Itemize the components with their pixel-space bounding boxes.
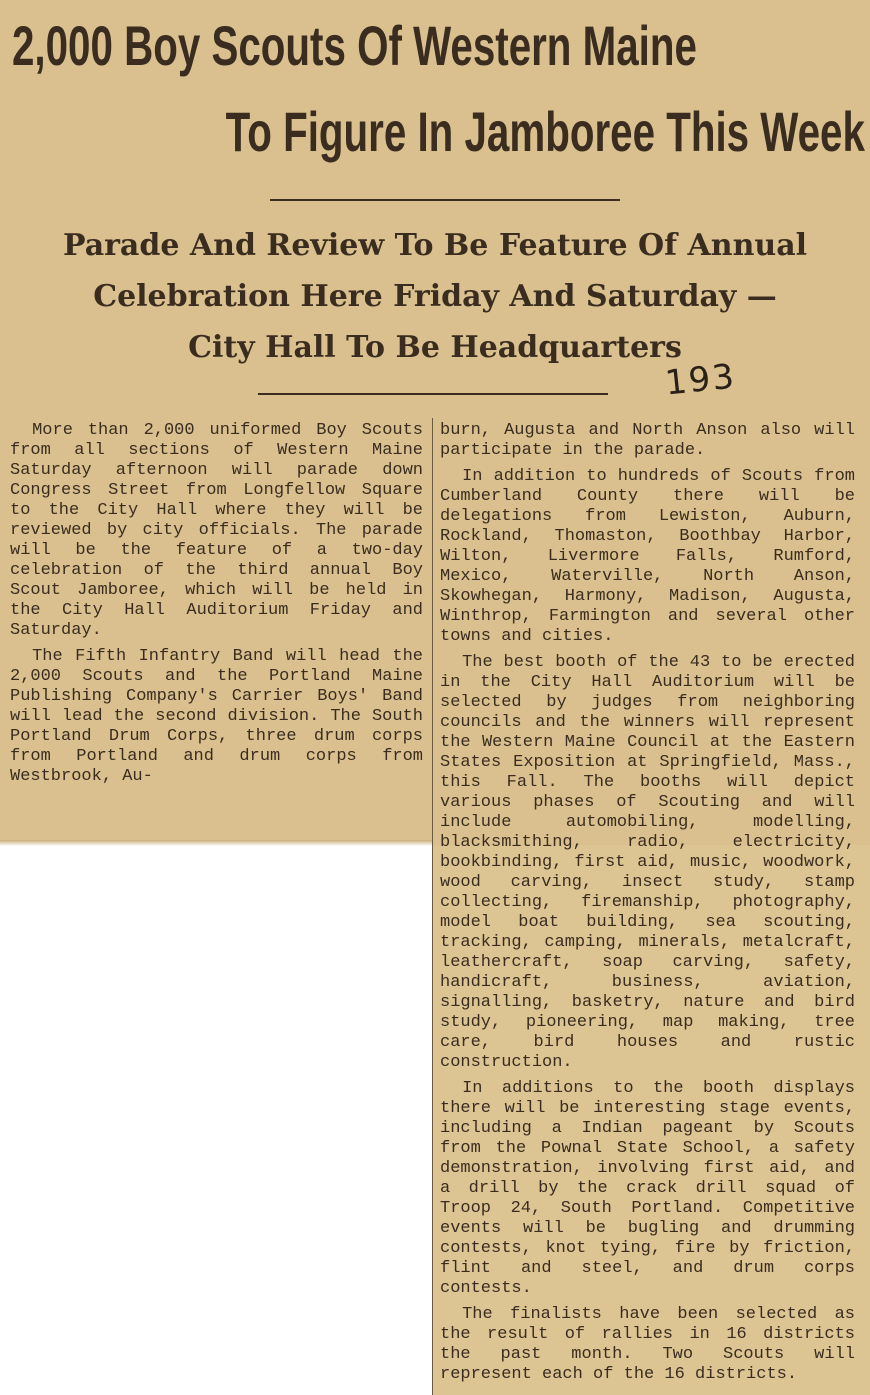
paragraph: The best booth of the 43 to be erected in the City Hall Auditorium will be selected by judges from neighboring councils and the winners will represent the Western Maine Council at the Eastern States Exposition at Springfield, Mass., this Fall. The booths will depict various phases of Scouting and will include automobiling, modelling, blacksmithing, radio, electricity, bookbinding, first aid, music, woodwork, wood carving, insect study, stamp collecting, firemanship, photography, model boat building, sea scouting, tracking, camping, minerals, metalcraft, leathercraft, soap carving, safety, handicraft, business, aviation, signalling, basketry, nature and bird study, pioneering, map making, tree care, bird houses and rustic construction. xyxy=(440,653,855,1072)
headline-rule xyxy=(270,199,620,201)
headline-line-2: To Figure In Jamboree This Week xyxy=(225,100,865,163)
handwritten-year-note: 193 xyxy=(663,356,738,404)
paragraph: In additions to the booth displays there will be interesting stage events, including a Indian pageant by Scouts from the Pownal State School, a safety demonstration, involving first aid, and a drill by the crack drill squad of Troop 24, South Portland. Competitive events will be bugling and drumming contests, knot tying, fire by friction, flint and steel, and drum corps contests. xyxy=(440,1079,855,1298)
paragraph: In addition to hundreds of Scouts from Cumberland County there will be delegations from Lewiston, Auburn, Rockland, Thomaston, Boothbay Harbor, Wilton, Livermore Falls, Rumford, Mexico, Waterville, North Anson, Skowhegan, Harmony, Madison, Augusta, Winthrop, Farmington and several other towns and cities. xyxy=(440,467,855,646)
paragraph: The Fifth Infantry Band will head the 2,000 Scouts and the Portland Maine Publishing Company's Carrier Boys' Band will lead the second division. The South Portland Drum Corps, three drum corps from Portland and drum corps from Westbrook, Au- xyxy=(10,647,423,786)
deck-rule xyxy=(258,393,608,395)
paragraph: The finalists have been selected as the result of rallies in 16 districts the past month. Two Scouts will represent each of the 16 districts. xyxy=(440,1305,855,1384)
headline-line-1: 2,000 Boy Scouts Of Western Maine xyxy=(12,14,697,77)
paragraph: More than 2,000 uniformed Boy Scouts from all sections of Western Maine Saturday afternoon will parade down Congress Street from Longfellow Square to the City Hall where they will be reviewed by city officials. The parade will be the feature of a two-day celebration of the third annual Boy Scout Jamboree, which will be held in the City Hall Auditorium Friday and Saturday. xyxy=(10,421,423,640)
torn-edge xyxy=(0,840,432,846)
deck-line-3: City Hall To Be Headquarters xyxy=(188,330,682,365)
deck-line-2: Celebration Here Friday And Saturday — xyxy=(93,279,777,314)
column-divider xyxy=(432,418,433,1395)
article-column-1 xyxy=(10,421,423,793)
deck-line-1: Parade And Review To Be Feature Of Annual xyxy=(62,228,808,263)
paragraph: burn, Augusta and North Anson also will participate in the parade. xyxy=(440,421,855,460)
article-column-2 xyxy=(440,421,855,1391)
